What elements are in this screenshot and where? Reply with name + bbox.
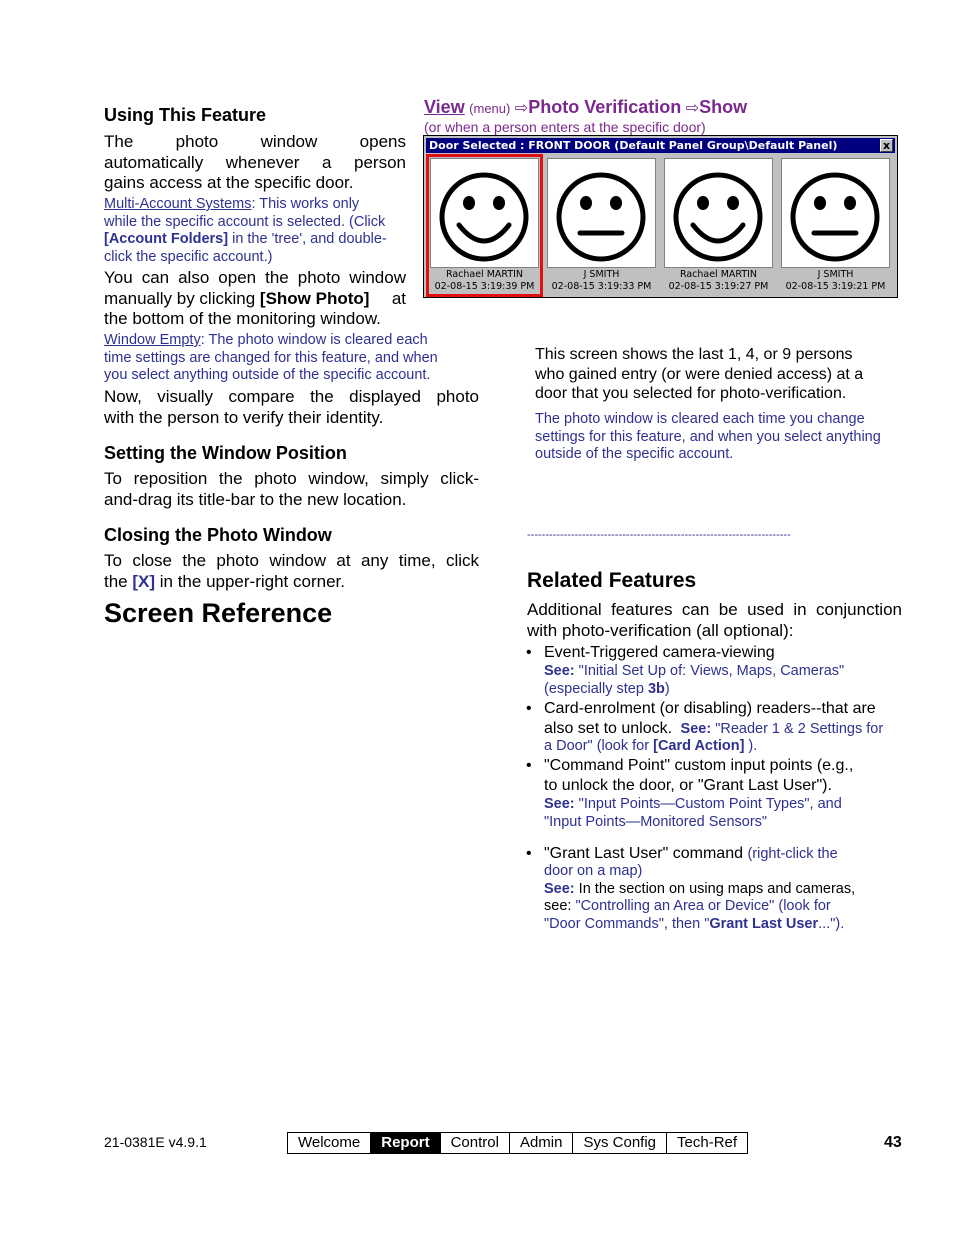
menu-show: Show [699,97,748,117]
para-line: Additional features can be used in conjunction [527,600,902,619]
photo-timestamp: 02-08-15 3:19:27 PM [668,281,769,292]
heading-closing-window: Closing the Photo Window [104,525,332,545]
photo-person-name: J SMITH [583,269,620,280]
window-empty-link[interactable]: Window Empty [104,332,201,348]
photo-caption [781,269,890,293]
footer-tab-report[interactable]: Report [371,1133,440,1153]
arrow-icon: ⇨ [514,100,529,117]
heading-related-features: Related Features [527,569,697,592]
footer-tab-welcome[interactable]: Welcome [288,1133,371,1153]
desc-line: who gained entry (or were denied access) at a [535,366,864,383]
see-reference: a Door" (look for [Card Action] ). [544,738,758,754]
para-line: To reposition the photo window, simply click- [104,469,479,488]
photo-tile[interactable] [545,156,658,295]
neutral-face-icon [547,158,656,268]
arrow-icon: ⇨ [685,100,700,117]
list-item: • "Grant Last User" command (right-click the [526,845,838,862]
doc-id: 21-0381E v4.9.1 [104,1134,207,1150]
list-item: • Event-Triggered camera-viewing [526,644,775,661]
bullet-icon: • [526,845,532,862]
para-line: with photo-verification (all optional): [527,621,794,640]
photo-caption [430,269,539,293]
footer-nav [287,1132,748,1154]
footer-tab-sys-config[interactable]: Sys Config [573,1133,667,1153]
smiley-face-icon [430,158,539,268]
para-line: automatically whenever a person [104,153,406,172]
photo-window-title-bar[interactable] [426,138,895,153]
section-divider: ------------------------------------------------------------------------ [527,529,791,541]
neutral-face-icon [781,158,890,268]
list-item-continued: to unlock the door, or "Grant Last User"). [544,777,832,794]
para-line: Now, visually compare the displayed photo [104,387,479,406]
menu-path: View (menu) ⇨Photo Verification ⇨Show [424,97,748,117]
note-photo-cleared: The photo window is cleared each time you change settings for this feature, and when you select anything outside of the specific account. [535,411,881,463]
list-item: • "Command Point" custom input points (e.g., [526,757,854,774]
para-line: gains access at the specific door. [104,173,354,192]
para-line-close-x: the [X] in the upper-right corner. [104,572,345,591]
photo-tile[interactable] [662,156,775,295]
see-reference: See: "Input Points—Custom Point Types", and "Input Points—Monitored Sensors" [544,796,842,830]
para-line: You can also open the photo window [104,268,406,287]
para-line: The photo window opens [104,132,406,151]
page-number: 43 [884,1134,902,1151]
footer-tab-admin[interactable]: Admin [510,1133,574,1153]
heading-using-this-feature: Using This Feature [104,105,267,125]
photo-person-name: Rachael MARTIN [445,269,524,280]
list-item-continued: also set to unlock. See: "Reader 1 & 2 Settings for [544,720,884,737]
para-line: with the person to verify their identity. [104,408,384,427]
photo-window[interactable] [423,135,898,298]
smiley-face-icon [664,158,773,268]
multi-account-link[interactable]: Multi-Account Systems [104,196,252,212]
para-line: the bottom of the monitoring window. [104,309,381,328]
photo-timestamp: 02-08-15 3:19:39 PM [434,281,535,292]
photo-timestamp: 02-08-15 3:19:21 PM [785,281,886,292]
para-line-show-photo: manually by clicking [Show Photo] at [104,289,406,308]
bullet-icon: • [526,757,532,774]
footer-tab-tech-ref[interactable]: Tech-Ref [677,1134,738,1151]
photo-window-title: Door Selected : FRONT DOOR (Default Panel Group\Default Panel) [429,139,838,152]
photo-person-name: Rachael MARTIN [679,269,758,280]
para-line: To close the photo window at any time, click [104,551,479,570]
close-icon[interactable]: x [880,139,893,152]
show-photo-ref: [Show Photo] [259,289,370,308]
bullet-icon: • [526,700,532,717]
note-multi-account: Multi-Account Systems: This works only while the specific account is selected. (Click [Account Folders] in the 'tree', and double- click the specific account.) [104,196,387,265]
see-reference: See: "Initial Set Up of: Views, Maps, Cameras" (especially step 3b) [544,663,845,697]
desc-line: This screen shows the last 1, 4, or 9 persons [535,346,853,363]
heading-window-position: Setting the Window Position [104,443,347,463]
bullet-icon: • [526,644,532,661]
photo-timestamp: 02-08-15 3:19:33 PM [551,281,652,292]
photo-tile[interactable] [428,156,541,295]
footer-tab-control[interactable]: Control [441,1133,510,1153]
see-reference: door on a map) See: In the section on using maps and cameras, see: "Controlling an Area or Device" (look for "Door Commands", then "Grant Last User..."). [544,863,856,932]
photo-caption [547,269,656,293]
photo-person-name: J SMITH [817,269,854,280]
close-x-ref: [X] [132,572,156,591]
photo-caption [664,269,773,293]
menu-path-subtitle: (or when a person enters at the specific door) [424,119,706,135]
menu-view: View [424,97,465,117]
list-item: • Card-enrolment (or disabling) readers--that are [526,700,876,717]
menu-photo-verification: Photo Verification [528,97,682,117]
photo-tile[interactable] [779,156,892,295]
note-window-empty: Window Empty: The photo window is cleared each time settings are changed for this feature, and when you select anything outside of the specific account. [104,332,438,384]
desc-line: door that you selected for photo-verification. [535,385,847,402]
para-line: and-drag its title-bar to the new location. [104,490,407,509]
heading-screen-reference: Screen Reference [104,598,333,628]
account-folders-ref: [Account Folders] [104,231,229,248]
